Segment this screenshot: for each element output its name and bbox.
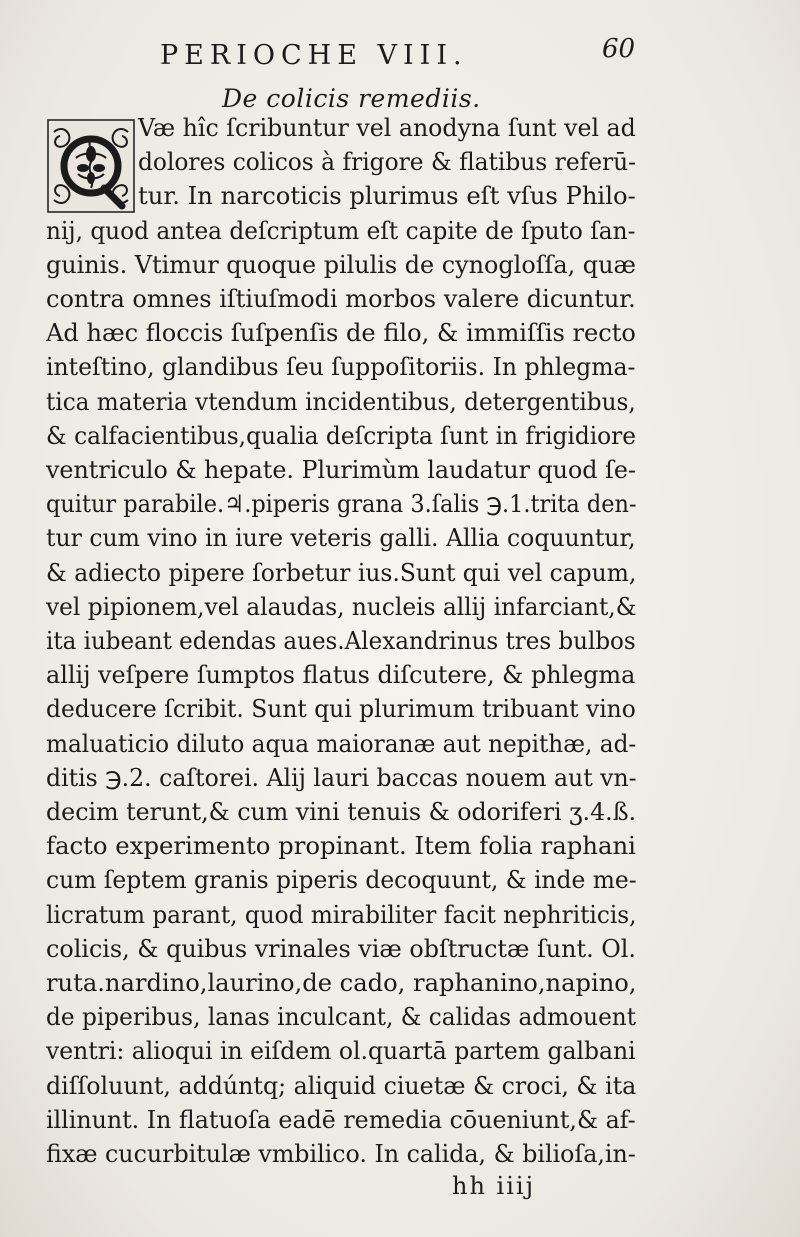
text-line: ita iubeant edendas aues.Alexandrinus tres bulbos [46,627,636,655]
text-line: maluaticio diluto aqua maioranæ aut nepithæ, ad- [46,729,637,758]
text-line: & adiecto pipere ſorbetur ius.Sunt qui vel capum, [46,558,637,587]
running-head: PERIOCHE VIII. [160,40,468,71]
text-line: inteſtino, glandibus ſeu ſuppoſitoriis. In phlegma- [46,353,636,382]
text-line: diſſoluunt, addúntq; aliquid ciuetæ & croci, & ita [46,1071,637,1100]
text-line: illinunt. In flatuoſa eadē remedia cōueniunt,& af- [46,1105,636,1134]
text-line: decim terunt,& cum vini tenuis & odoriferi ʒ.4.ß. [46,798,637,826]
text-line: Væ hîc ſcribuntur vel anodyna ſunt vel ad [138,114,636,142]
text-line: guinis. Vtimur quoque pilulis de cynogloſſa, quæ [46,250,636,279]
text-line: nij, quod antea deſcriptum eſt capite de ſputo ſan- [46,216,636,245]
text-line: tur. In narcoticis plurimus eſt vſus Philo- [138,182,636,211]
page-number: 60 [602,34,636,64]
text-line: dolores colicos à frigore & flatibus referū- [138,148,637,177]
text-line: ventri: alioqui in eiſdem ol.quartā partem galbani [46,1037,636,1066]
text-line: colicis, & quibus vrinales viæ obſtructæ ſunt. Ol. [46,934,636,963]
text-line: cum ſeptem granis piperis decoquunt, & inde me- [46,866,637,895]
text-line: ventriculo & hepate. Plurimùm laudatur quod ſe- [46,456,636,484]
text-line: licratum parant, quod mirabiliter facit nephriticis, [46,900,637,929]
text-line: tica materia vtendum incidentibus, detergentibus, [46,387,636,416]
catchword: hh iiij [452,1172,536,1200]
text-line: ruta.nardino,laurino,de cado, raphanino,napino, [46,969,637,997]
page-header [0,30,800,80]
text-line: tur cum vino in iure veteris galli. Allia coquuntur, [46,524,636,553]
text-line: facto experimento propinant. Item folia raphani [46,832,636,861]
text-line: contra omnes iſtiuſmodi morbos valere dicuntur. [46,285,636,313]
decorated-initial-q [46,118,136,214]
text-line: & calfacientibus,qualia deſcripta ſunt in frigidiore [46,421,637,450]
text-line: quitur parabile.♃.piperis grana 3.ſalis ℈.1.trita den- [46,490,637,519]
text-line: deducere ſcribit. Sunt qui plurimum tribuant vino [46,695,636,724]
text-line: fixæ cucurbitulæ vmbilico. In calida, & bilioſa,in- [46,1140,636,1168]
text-line: de piperibus, lanas inculcant, & calidas admouent [46,1003,637,1032]
text-line: allij veſpere ſumptos flatus diſcutere, & phlegma [46,661,636,690]
text-line: Ad hæc floccis ſuſpenſis de filo, & immiſſis recto [46,319,636,348]
text-line: vel pipionem,vel alaudas, nucleis allij infarciant,& [46,592,637,621]
section-title: De colicis remediis. [222,84,481,113]
text-line: ditis ℈.2. caſtorei. Alij lauri baccas nouem aut vn- [46,763,637,792]
